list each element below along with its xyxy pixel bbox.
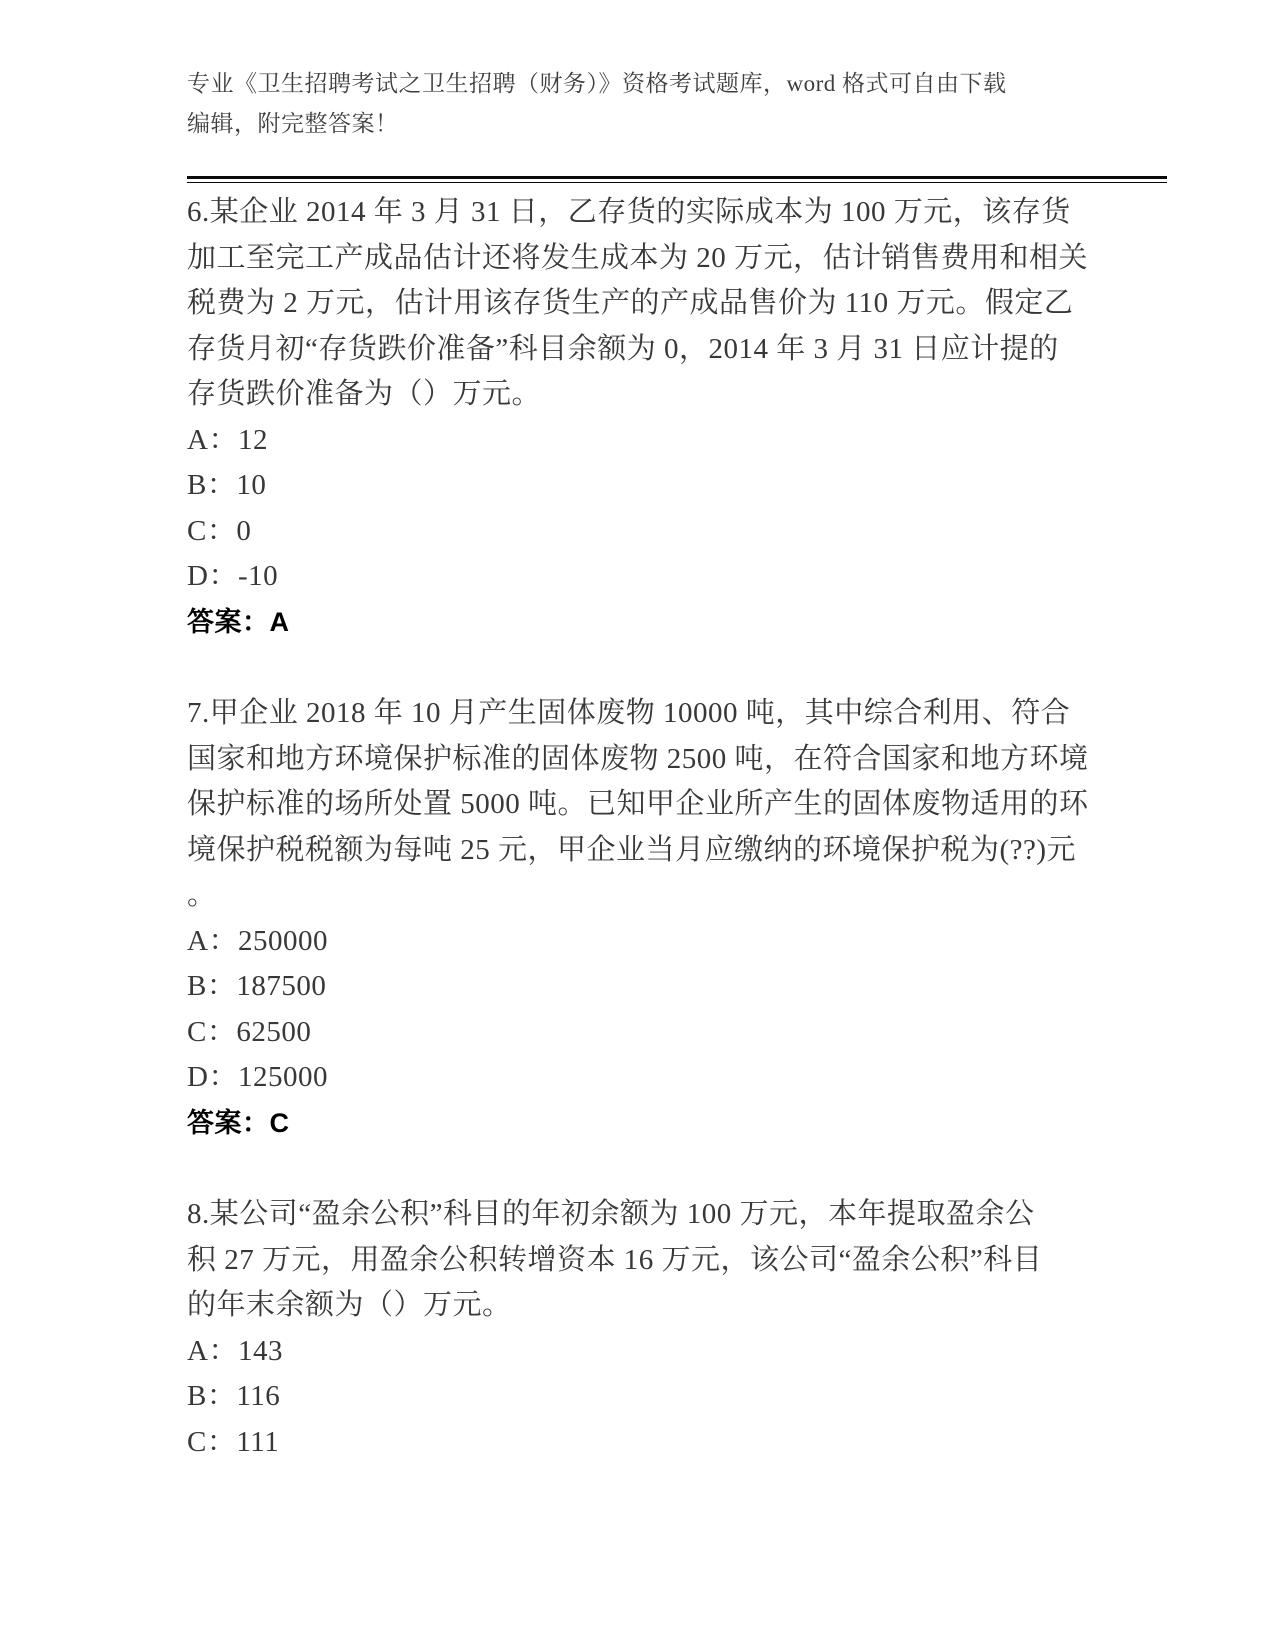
question-8-option-c: C：111 (187, 1425, 280, 1458)
document-header (187, 0, 1167, 144)
question-7-stem-line: 保护标准的场所处置 5000 吨。已知甲企业所产生的固体废物适用的环 (187, 788, 1089, 820)
question-6-stem-line: 存货跌价准备为（）万元。 (187, 378, 542, 410)
question-6-answer: 答案：A (187, 606, 290, 637)
question-6-stem-line: 存货月初“存货跌价准备”科目余额为 0，2014 年 3 月 31 日应计提的 (187, 332, 1059, 365)
question-7-option-b: B：187500 (187, 970, 327, 1002)
header-separator-rule (187, 176, 1167, 183)
header-line-2: 编辑，附完整答案！ (187, 111, 399, 136)
question-7-stem-line: 境保护税税额为每吨 25 元，甲企业当月应缴纳的环境保护税为(??)元 (187, 833, 1077, 866)
header-line-1: 专业《卫生招聘考试之卫生招聘（财务）》资格考试题库，word 格式可自由下载 (187, 71, 1007, 96)
question-6-option-c: C：0 (187, 514, 252, 547)
question-8 (187, 1192, 1167, 1465)
question-7 (187, 691, 1167, 1146)
question-8-stem-line: 的年末余额为（）万元。 (187, 1289, 512, 1321)
question-8-stem-line: 8.某公司“盈余公积”科目的年初余额为 100 万元，本年提取盈余公 (187, 1198, 1035, 1230)
question-8-option-b: B：116 (187, 1380, 281, 1412)
question-7-stem-line: 国家和地方环境保护标准的固体废物 2500 吨，在符合国家和地方环境 (187, 742, 1089, 775)
question-7-answer: 答案：C (187, 1107, 290, 1138)
question-7-stem-line: 。 (187, 879, 217, 911)
question-8-option-a: A：143 (187, 1334, 283, 1367)
question-6-stem-line: 税费为 2 万元，估计用该存货生产的产成品售价为 110 万元。假定乙 (187, 287, 1074, 319)
question-6-option-b: B：10 (187, 469, 267, 501)
question-6-stem-line: 加工至完工产成品估计还将发生成本为 20 万元，估计销售费用和相关 (187, 241, 1089, 274)
question-6 (187, 190, 1167, 645)
document-content (187, 0, 1167, 1465)
separator-thin-line (187, 182, 1167, 183)
question-7-option-a: A：250000 (187, 924, 328, 957)
question-8-stem-line: 积 27 万元，用盈余公积转增资本 16 万元，该公司“盈余公积”科目 (187, 1243, 1043, 1276)
question-6-stem-line: 6.某企业 2014 年 3 月 31 日，乙存货的实际成本为 100 万元，该存货 (187, 196, 1071, 228)
question-7-option-c: C：62500 (187, 1015, 312, 1048)
question-6-option-a: A：12 (187, 423, 268, 456)
question-7-option-d: D：125000 (187, 1061, 328, 1093)
question-6-option-d: D：-10 (187, 560, 279, 592)
question-7-stem-line: 7.甲企业 2018 年 10 月产生固体废物 10000 吨，其中综合利用、符合 (187, 697, 1071, 729)
